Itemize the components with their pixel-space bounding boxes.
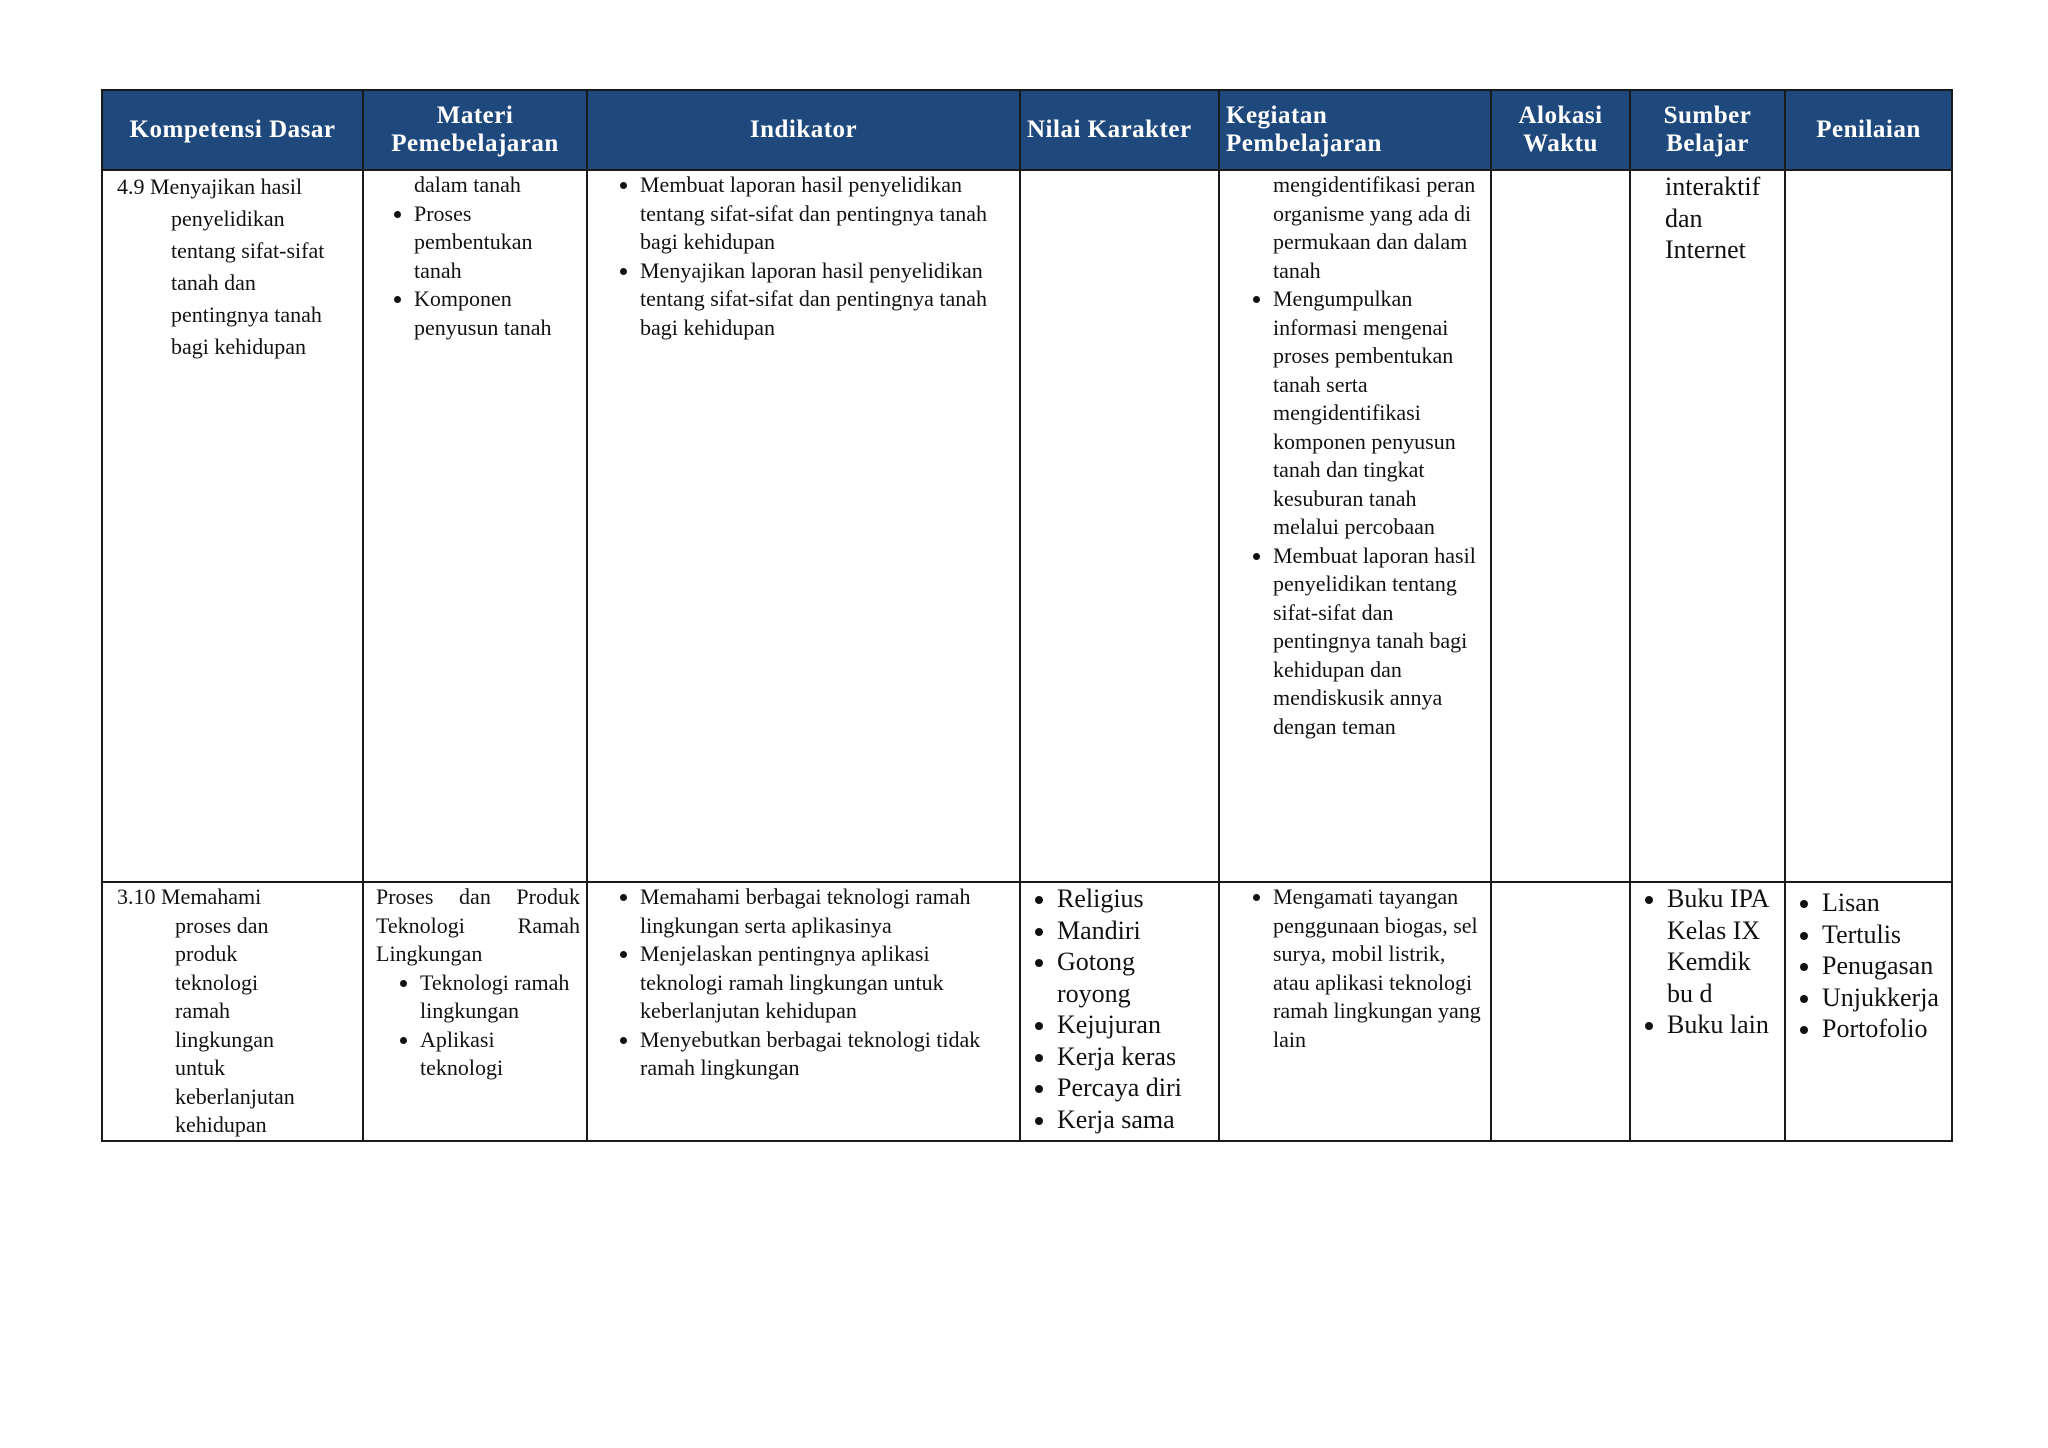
kd-line: tentang sifat-sifat — [171, 238, 325, 263]
penilaian-item: • Unjukkerja — [1822, 982, 1945, 1014]
indikator-item: • Menyebutkan berbagai teknologi tidak ramah lingkungan — [640, 1026, 1013, 1083]
kegiatan-item: • Membuat laporan hasil penyelidikan tentang sifat-sifat dan pentingnya tanah bagi kehidupan dan mendiskusik annya dengan teman — [1273, 542, 1484, 742]
nilai-item: • Kerja sama — [1057, 1104, 1212, 1136]
kd-line: kehidupan — [175, 1112, 267, 1137]
penilaian-cell — [1785, 882, 1952, 1141]
header-sumber-belajar: Sumber Belajar — [1630, 90, 1785, 170]
indikator-cell — [587, 882, 1020, 1141]
sumber-item: • Buku lain — [1667, 1009, 1778, 1041]
indikator-item: • Menjelaskan pentingnya aplikasi teknologi ramah lingkungan untuk keberlanjutan kehidupan — [640, 940, 1013, 1026]
materi-lead: dalam tanah — [414, 172, 521, 197]
nilai-cell — [1020, 882, 1219, 1141]
alokasi-cell — [1491, 882, 1630, 1141]
nilai-item: • Mandiri — [1057, 915, 1212, 947]
sumber-lead: interaktif dan Internet — [1665, 172, 1761, 264]
header-kompetensi-dasar: Kompetensi Dasar — [102, 90, 363, 170]
indikator-cell — [587, 170, 1020, 882]
penilaian-item: • Penugasan — [1822, 950, 1945, 982]
kegiatan-item: • Mengamati tayangan penggunaan biogas, sel surya, mobil listrik, atau aplikasi teknologi ramah lingkungan yang lain — [1273, 883, 1484, 1054]
kd-line: penyelidikan — [171, 206, 285, 231]
kd-line: tanah dan — [171, 270, 256, 295]
nilai-item: • Gotong royong — [1057, 946, 1212, 1009]
nilai-item: • Percaya diri — [1057, 1072, 1212, 1104]
kd-line: bagi kehidupan — [171, 334, 307, 359]
materi-cell — [363, 882, 587, 1141]
header-alokasi-waktu: Alokasi Waktu — [1491, 90, 1630, 170]
kd-line: ramah — [175, 998, 230, 1023]
kd-line: produk — [175, 941, 238, 966]
header-materi: Materi Pemebelajaran — [363, 90, 587, 170]
nilai-item: • Kejujuran — [1057, 1009, 1212, 1041]
alokasi-cell — [1491, 170, 1630, 882]
kd-line: lingkungan — [175, 1026, 274, 1052]
sumber-cell — [1630, 170, 1785, 882]
indikator-item: • Membuat laporan hasil penyelidikan tentang sifat-sifat dan pentingnya tanah bagi kehidupan — [640, 171, 1013, 257]
kd-line: proses dan — [175, 912, 269, 938]
kd-line: keberlanjutan — [175, 1083, 295, 1109]
sumber-item: • Buku IPA Kelas IX Kemdik bu d — [1667, 883, 1778, 1009]
table-row — [102, 170, 1952, 882]
materi-item: • Proses pembentukan tanah — [414, 200, 580, 286]
kd-cell — [102, 170, 363, 882]
header-row — [102, 90, 1952, 170]
kegiatan-cell — [1219, 170, 1491, 882]
header-indikator: Indikator — [587, 90, 1020, 170]
kd-line: pentingnya tanah — [171, 302, 322, 327]
header-penilaian: Penilaian — [1785, 90, 1952, 170]
kegiatan-lead: mengidentifikasi peran organisme yang ada di permukaan dan dalam tanah — [1273, 172, 1476, 283]
kd-number: 4.9 — [117, 174, 145, 199]
nilai-cell — [1020, 170, 1219, 882]
kd-first-line: Memahami — [161, 884, 262, 909]
indikator-item: • Menyajikan laporan hasil penyelidikan tentang sifat-sifat dan pentingnya tanah bagi kehidupan — [640, 257, 1013, 343]
penilaian-item: • Lisan — [1822, 887, 1945, 919]
kegiatan-cell — [1219, 882, 1491, 1141]
materi-item: • Teknologi ramah lingkungan — [420, 969, 580, 1026]
syllabus-table — [101, 89, 1953, 1142]
sumber-cell — [1630, 882, 1785, 1141]
indikator-item: • Memahami berbagai teknologi ramah lingkungan serta aplikasinya — [640, 883, 1013, 940]
kd-first-line: Menyajikan hasil — [150, 174, 303, 199]
kd-cell — [102, 882, 363, 1141]
kd-line: teknologi — [175, 969, 259, 995]
kegiatan-item: • Mengumpulkan informasi mengenai proses pembentukan tanah serta mengidentifikasi komponen penyusun tanah dan tingkat kesuburan tanah melalui percobaan — [1273, 285, 1484, 542]
kd-number: 3.10 — [117, 884, 156, 909]
materi-cell — [363, 170, 587, 882]
materi-item: • Aplikasi teknologi — [420, 1026, 580, 1083]
kd-line: untuk — [175, 1055, 226, 1080]
header-kegiatan: Kegiatan Pembelajaran — [1219, 90, 1491, 170]
nilai-item: • Kerja keras — [1057, 1041, 1212, 1073]
materi-item: • Komponen penyusun tanah — [414, 285, 580, 342]
nilai-item: • Religius — [1057, 883, 1212, 915]
penilaian-item: • Portofolio — [1822, 1013, 1945, 1045]
header-nilai-karakter: Nilai Karakter — [1020, 90, 1219, 170]
materi-lead: Proses dan Produk Teknologi Ramah Lingkungan — [376, 884, 580, 966]
table-row — [102, 882, 1952, 1141]
penilaian-item: • Tertulis — [1822, 919, 1945, 951]
penilaian-cell — [1785, 170, 1952, 882]
